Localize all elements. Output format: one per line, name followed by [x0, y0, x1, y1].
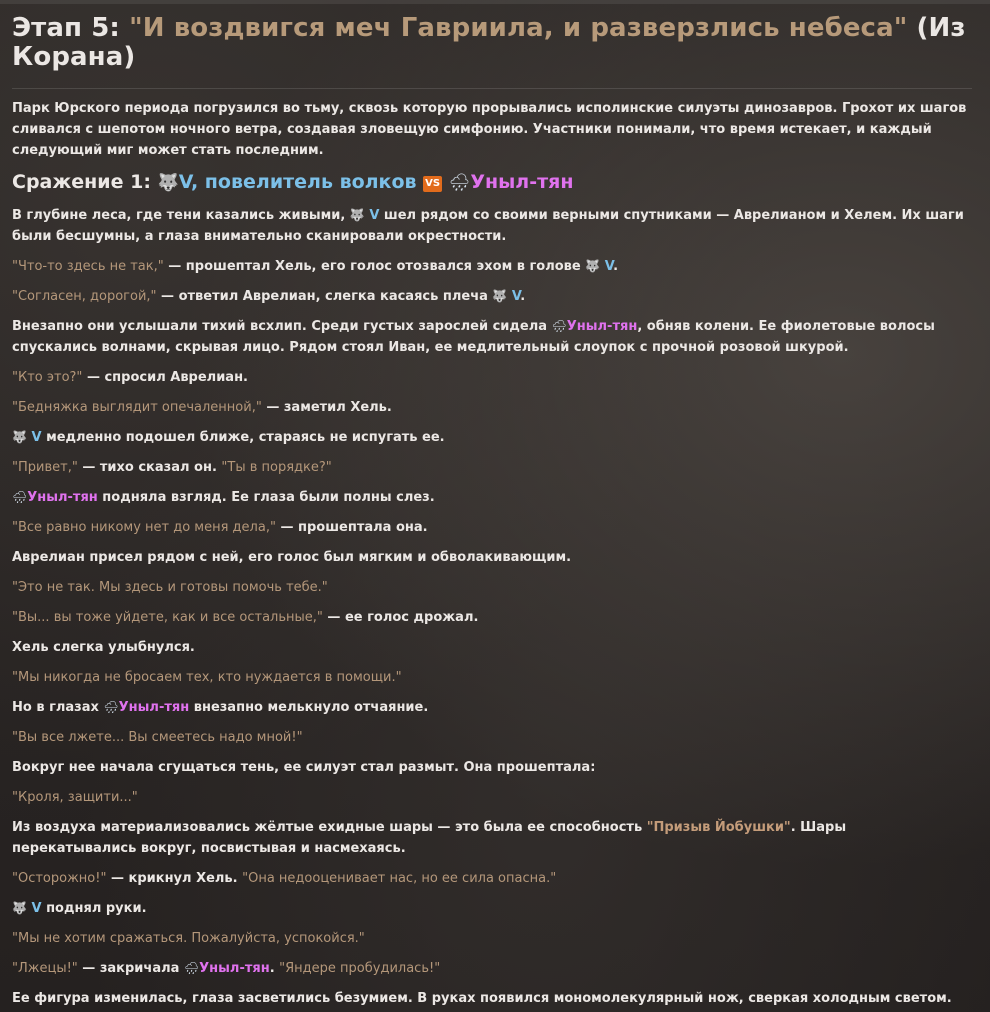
story-line-15: "Мы никогда не бросаем тех, кто нуждается в помощи.": [12, 670, 402, 685]
wolf-icon: 🐺: [492, 289, 508, 303]
stage-title-prefix: Этап 5:: [12, 13, 130, 43]
story-line-8: "Привет," — тихо сказал он. "Ты в порядке?": [12, 460, 332, 475]
v-name: V: [31, 901, 42, 916]
stage-title-quote: "И воздвигся меч Гавриила, и разверзлись небеса": [129, 13, 908, 43]
rain-cloud-icon: 🌧: [183, 961, 200, 975]
wolf-icon: 🐺: [157, 173, 179, 193]
story-line-23: "Мы не хотим сражаться. Пожалуйста, успокойся.": [12, 931, 365, 946]
story-line-11: Аврелиан присел рядом с ней, его голос был мягким и обволакивающим.: [12, 550, 572, 565]
story-line-14: Хель слегка улыбнулся.: [12, 640, 195, 655]
rain-cloud-icon: 🌧: [551, 319, 567, 333]
story-line-22: 🐺 V поднял руки.: [12, 898, 972, 919]
story-line-25: Ее фигура изменилась, глаза засветились безумием. В руках появился мономолекулярный нож, сверкая холодным светом.: [12, 991, 952, 1006]
story-line-20: Из воздуха материализовались жёлтые ехидные шары — это была ее способность "Призыв Йобушки". Шары перекатывались вокруг, посвистывая и насмехаясь.: [12, 820, 847, 856]
story-line-10: "Все равно никому нет до меня дела," — прошептала она.: [12, 520, 428, 535]
stage-title: [12, 14, 972, 72]
wolf-icon: 🐺: [12, 901, 27, 915]
u-name: Уныл-тян: [566, 319, 638, 334]
battle-heading: [12, 169, 972, 196]
story-line-13: "Вы... вы тоже уйдете, как и все остальные," — ее голос дрожал.: [12, 610, 479, 625]
story-line-7: 🐺 V медленно подошел ближе, стараясь не испугать ее.: [12, 427, 972, 448]
wolf-icon: 🐺: [12, 430, 27, 444]
story-line-3: "Согласен, дорогой," — ответил Аврелиан, слегка касаясь плеча 🐺 V.: [12, 286, 972, 307]
v-name: V: [604, 259, 614, 274]
story-line-6: "Бедняжка выглядит опечаленной," — заметил Хель.: [12, 400, 392, 415]
wolf-icon: 🐺: [585, 259, 601, 273]
story-line-19: "Кроля, защити...": [12, 790, 138, 805]
rain-cloud-icon: 🌧: [448, 173, 471, 193]
story-line-5: "Кто это?" — спросил Аврелиан.: [12, 370, 248, 385]
ability-name: "Призыв Йобушки": [646, 820, 791, 835]
story-line-17: "Вы все лжете... Вы смеетесь надо мной!": [12, 730, 303, 745]
story-line-16: Но в глазах 🌧Уныл-тян внезапно мелькнуло отчаяние.: [12, 697, 972, 718]
v-name: V: [511, 289, 521, 304]
story-line-12: "Это не так. Мы здесь и готовы помочь тебе.": [12, 580, 328, 595]
intro-paragraph: Парк Юрского периода погрузился во тьму, сквозь которую прорывались исполинские силуэты динозавров. Грохот их шагов сливался с шепотом ночного ветра, создавая зловещую симфонию. Участники понимали, что время истекает, и каждый следующий миг может стать последним.: [12, 101, 967, 158]
u-title: Уныл-тян: [470, 171, 574, 193]
rain-cloud-icon: 🌧: [12, 490, 28, 504]
top-strip: [0, 0, 990, 4]
u-name: Уныл-тян: [27, 490, 98, 505]
v-name: V: [31, 430, 42, 445]
rain-cloud-icon: 🌧: [103, 700, 119, 714]
u-name: Уныл-тян: [199, 961, 270, 976]
story-line-24: "Лжецы!" — закричала 🌧Уныл-тян. "Яндере пробудилась!": [12, 958, 972, 979]
v-name: V: [369, 208, 380, 223]
vs-badge: VS: [423, 176, 442, 192]
story-line-18: Вокруг нее начала сгущаться тень, ее силуэт стал размыт. Она прошептала:: [12, 760, 596, 775]
story-line-4: Внезапно они услышали тихий всхлип. Среди густых зарослей сидела 🌧Уныл-тян, обняв колени. Ее фиолетовые волосы спускались волнами, скрывая лицо. Рядом стоял Иван, ее медлительный слоупок с прочной розовой шкурой.: [12, 316, 972, 358]
battle-label: Сражение 1:: [12, 171, 158, 193]
story-content: [12, 14, 972, 1012]
story-line-21: "Осторожно!" — крикнул Хель. "Она недооценивает нас, но ее сила опасна.": [12, 871, 557, 886]
u-name: Уныл-тян: [118, 700, 190, 715]
story-line-1: В глубине леса, где тени казались живыми, 🐺 V шел рядом со своими верными спутниками — Аврелианом и Хелем. Их шаги были бесшумны, а глаза внимательно сканировали окрестности.: [12, 205, 972, 247]
v-title: V, повелитель волков: [178, 171, 417, 193]
stage-title-suffix: (Из Корана): [12, 13, 966, 72]
story-line-9: 🌧Уныл-тян подняла взгляд. Ее глаза были полны слез.: [12, 487, 972, 508]
story-line-2: "Что-то здесь не так," — прошептал Хель, его голос отозвался эхом в голове 🐺 V.: [12, 256, 972, 277]
title-divider: [12, 88, 972, 89]
wolf-icon: 🐺: [349, 208, 365, 222]
